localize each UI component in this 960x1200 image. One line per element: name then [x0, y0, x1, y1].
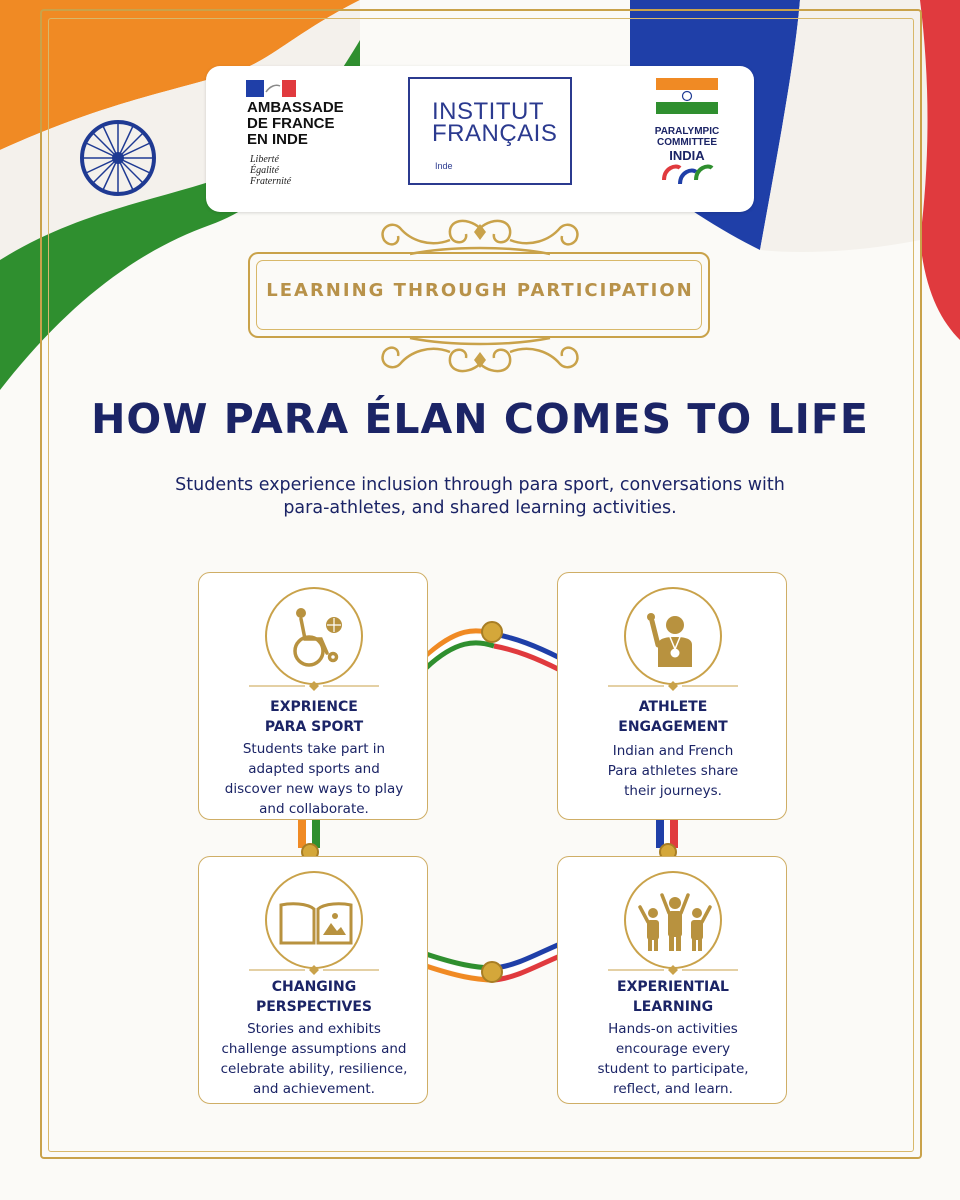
agitos-icon	[658, 160, 718, 190]
card-experiential-learning	[557, 856, 787, 1104]
partner-logos-card	[206, 66, 754, 212]
athlete-medal-icon	[624, 587, 722, 685]
card-title: EXPRIENCE PARA SPORT	[264, 699, 364, 735]
pci-name: PARALYMPIC COMMITTEE INDIA	[654, 126, 720, 163]
divider-ornament	[598, 963, 748, 977]
divider-ornament	[239, 963, 389, 977]
card-changing-perspectives	[198, 856, 428, 1104]
wheelchair-basketball-icon	[265, 587, 363, 685]
card-title: CHANGING PERSPECTIVES	[255, 979, 373, 1015]
card-title: ATHLETE ENGAGEMENT	[618, 699, 728, 735]
embassy-motto: Liberté Égalité Fraternité	[250, 154, 292, 187]
group-cheering-icon	[624, 871, 722, 969]
card-experience-para-sport	[198, 572, 428, 820]
card-body: Stories and exhibits challenge assumptions and celebrate ability, resilience, and achievement.	[220, 1021, 408, 1097]
card-title: EXPERIENTIAL LEARNING	[617, 979, 729, 1015]
divider-ornament	[598, 679, 748, 693]
bottom-flourish-ornament	[370, 314, 590, 374]
card-body: Hands-on activities encourage every student to participate, reflect, and learn.	[597, 1021, 749, 1097]
page-subtitle: Students experience inclusion through para sport, conversations with para-athletes, and shared learning activities.	[175, 475, 785, 518]
embassy-name: AMBASSADE DE FRANCE EN INDE	[247, 99, 344, 148]
open-book-icon	[265, 871, 363, 969]
card-body: Students take part in adapted sports and discover new ways to play and collaborate.	[224, 741, 404, 817]
ribbon-connector-bottom	[426, 938, 560, 998]
institut-francais-logo	[408, 77, 572, 185]
card-body: Indian and French Para athletes share their journeys.	[607, 743, 739, 799]
card-athlete-engagement	[557, 572, 787, 820]
marianne-logo-icon	[246, 80, 306, 98]
institut-sub: Inde	[435, 161, 453, 171]
banner-label: LEARNING THROUGH PARTICIPATION	[266, 280, 694, 301]
ribbon-connector-top	[426, 618, 560, 678]
divider-ornament	[239, 679, 389, 693]
page-title: HOW PARA ÉLAN COMES TO LIFE	[91, 395, 869, 443]
institut-name: INSTITUT FRANÇAIS	[432, 98, 558, 147]
pci-flag-icon	[652, 76, 724, 120]
